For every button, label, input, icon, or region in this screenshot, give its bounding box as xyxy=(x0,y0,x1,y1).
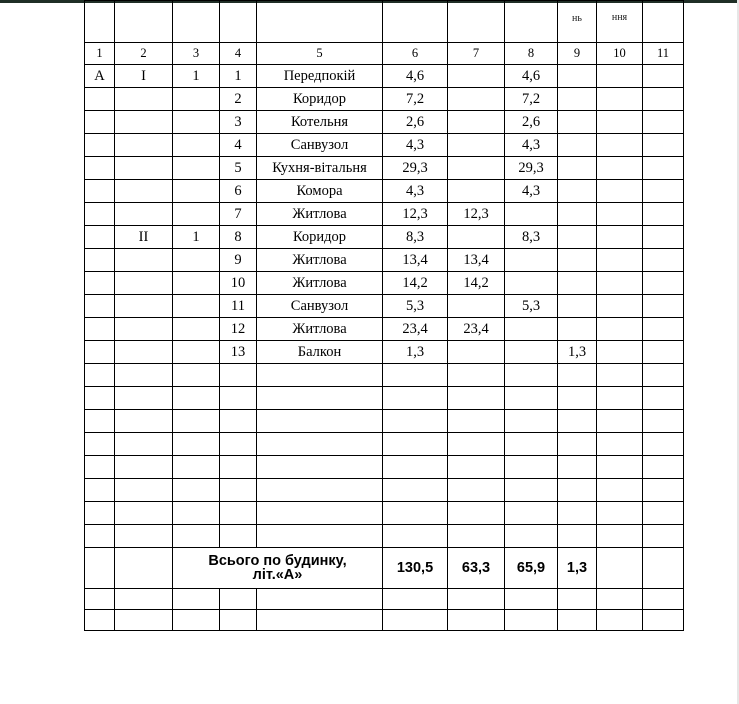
room-number-cell: 1 xyxy=(220,65,257,88)
totals-auxiliary-area: 65,9 xyxy=(505,548,558,589)
apartment-cell xyxy=(173,341,220,364)
auxiliary-area-cell: 8,3 xyxy=(505,226,558,249)
balcony-area-cell xyxy=(558,65,597,88)
empty-row xyxy=(85,589,684,610)
empty-cell xyxy=(597,295,643,318)
empty-cell xyxy=(597,249,643,272)
balcony-area-cell xyxy=(558,134,597,157)
floor-cell xyxy=(115,341,173,364)
living-area-cell xyxy=(448,295,505,318)
empty-cell xyxy=(597,65,643,88)
empty-row xyxy=(85,433,684,456)
balcony-area-cell xyxy=(558,111,597,134)
room-row xyxy=(85,111,684,134)
liter-cell xyxy=(85,111,115,134)
living-area-cell xyxy=(448,88,505,111)
floor-cell xyxy=(115,134,173,157)
empty-cell xyxy=(643,65,684,88)
room-name-cell: Санвузол xyxy=(257,134,383,157)
room-name-cell: Балкон xyxy=(257,341,383,364)
room-explication-table xyxy=(84,0,684,631)
total-area-cell: 5,3 xyxy=(383,295,448,318)
floor-cell: І xyxy=(115,65,173,88)
floor-cell xyxy=(115,318,173,341)
liter-cell xyxy=(85,249,115,272)
room-number-cell: 8 xyxy=(220,226,257,249)
total-area-cell: 1,3 xyxy=(383,341,448,364)
room-number-cell: 11 xyxy=(220,295,257,318)
liter-cell xyxy=(85,226,115,249)
auxiliary-area-cell: 5,3 xyxy=(505,295,558,318)
room-number-cell: 9 xyxy=(220,249,257,272)
total-area-cell: 29,3 xyxy=(383,157,448,180)
room-number-cell: 7 xyxy=(220,203,257,226)
floor-cell xyxy=(115,203,173,226)
room-number-cell: 13 xyxy=(220,341,257,364)
empty-row xyxy=(85,364,684,387)
empty-cell xyxy=(597,341,643,364)
floor-cell xyxy=(115,295,173,318)
total-area-cell: 4,3 xyxy=(383,180,448,203)
room-name-cell: Коридор xyxy=(257,88,383,111)
living-area-cell: 13,4 xyxy=(448,249,505,272)
room-row xyxy=(85,295,684,318)
total-area-cell: 23,4 xyxy=(383,318,448,341)
room-row xyxy=(85,180,684,203)
empty-cell xyxy=(643,134,684,157)
liter-cell xyxy=(85,318,115,341)
auxiliary-area-cell: 4,6 xyxy=(505,65,558,88)
liter-cell xyxy=(85,341,115,364)
room-name-cell: Котельня xyxy=(257,111,383,134)
auxiliary-area-cell xyxy=(505,341,558,364)
empty-cell xyxy=(643,203,684,226)
balcony-area-cell xyxy=(558,157,597,180)
empty-cell xyxy=(643,111,684,134)
empty-cell xyxy=(597,111,643,134)
room-row xyxy=(85,226,684,249)
empty-cell xyxy=(597,134,643,157)
floor-cell: ІІ xyxy=(115,226,173,249)
empty-row xyxy=(85,456,684,479)
column-number: 8 xyxy=(505,43,558,65)
header-col-9: нь xyxy=(558,1,597,43)
room-row xyxy=(85,88,684,111)
apartment-cell: 1 xyxy=(173,226,220,249)
empty-row xyxy=(85,410,684,433)
empty-row xyxy=(85,610,684,631)
auxiliary-area-cell: 4,3 xyxy=(505,180,558,203)
apartment-cell xyxy=(173,157,220,180)
empty-cell xyxy=(643,318,684,341)
room-name-cell: Санвузол xyxy=(257,295,383,318)
room-row xyxy=(85,318,684,341)
room-name-cell: Передпокій xyxy=(257,65,383,88)
empty-cell xyxy=(643,226,684,249)
apartment-cell xyxy=(173,295,220,318)
apartment-cell xyxy=(173,134,220,157)
empty-row xyxy=(85,479,684,502)
balcony-area-cell xyxy=(558,249,597,272)
liter-cell xyxy=(85,203,115,226)
auxiliary-area-cell xyxy=(505,249,558,272)
empty-cell xyxy=(643,88,684,111)
room-row xyxy=(85,65,684,88)
living-area-cell xyxy=(448,157,505,180)
balcony-area-cell: 1,3 xyxy=(558,341,597,364)
room-number-cell: 10 xyxy=(220,272,257,295)
room-number-cell: 2 xyxy=(220,88,257,111)
empty-row xyxy=(85,502,684,525)
empty-cell xyxy=(597,203,643,226)
column-number: 5 xyxy=(257,43,383,65)
column-number: 2 xyxy=(115,43,173,65)
total-area-cell: 2,6 xyxy=(383,111,448,134)
column-number: 1 xyxy=(85,43,115,65)
total-area-cell: 8,3 xyxy=(383,226,448,249)
column-number: 9 xyxy=(558,43,597,65)
living-area-cell xyxy=(448,341,505,364)
total-area-cell: 4,6 xyxy=(383,65,448,88)
liter-cell xyxy=(85,272,115,295)
liter-cell: А xyxy=(85,65,115,88)
living-area-cell: 12,3 xyxy=(448,203,505,226)
apartment-cell: 1 xyxy=(173,65,220,88)
floor-cell xyxy=(115,157,173,180)
auxiliary-area-cell: 7,2 xyxy=(505,88,558,111)
column-number: 7 xyxy=(448,43,505,65)
empty-cell xyxy=(643,180,684,203)
room-name-cell: Комора xyxy=(257,180,383,203)
column-header-row xyxy=(85,1,684,43)
total-area-cell: 7,2 xyxy=(383,88,448,111)
room-number-cell: 12 xyxy=(220,318,257,341)
auxiliary-area-cell xyxy=(505,318,558,341)
apartment-cell xyxy=(173,203,220,226)
room-number-cell: 4 xyxy=(220,134,257,157)
auxiliary-area-cell xyxy=(505,272,558,295)
room-row xyxy=(85,134,684,157)
living-area-cell xyxy=(448,180,505,203)
apartment-cell xyxy=(173,249,220,272)
total-area-cell: 13,4 xyxy=(383,249,448,272)
totals-total-area: 130,5 xyxy=(383,548,448,589)
room-number-cell: 3 xyxy=(220,111,257,134)
empty-cell xyxy=(597,88,643,111)
apartment-cell xyxy=(173,318,220,341)
empty-row xyxy=(85,387,684,410)
liter-cell xyxy=(85,134,115,157)
balcony-area-cell xyxy=(558,180,597,203)
room-row xyxy=(85,341,684,364)
living-area-cell: 23,4 xyxy=(448,318,505,341)
floor-cell xyxy=(115,272,173,295)
living-area-cell: 14,2 xyxy=(448,272,505,295)
living-area-cell xyxy=(448,111,505,134)
column-number: 3 xyxy=(173,43,220,65)
room-name-cell: Коридор xyxy=(257,226,383,249)
empty-cell xyxy=(597,226,643,249)
room-name-cell: Житлова xyxy=(257,249,383,272)
floor-cell xyxy=(115,180,173,203)
totals-row xyxy=(85,548,684,589)
room-row xyxy=(85,249,684,272)
balcony-area-cell xyxy=(558,226,597,249)
auxiliary-area-cell xyxy=(505,203,558,226)
empty-cell xyxy=(643,272,684,295)
total-area-cell: 14,2 xyxy=(383,272,448,295)
apartment-cell xyxy=(173,88,220,111)
totals-living-area: 63,3 xyxy=(448,548,505,589)
balcony-area-cell xyxy=(558,272,597,295)
living-area-cell xyxy=(448,226,505,249)
column-number: 11 xyxy=(643,43,684,65)
apartment-cell xyxy=(173,272,220,295)
balcony-area-cell xyxy=(558,203,597,226)
column-number-row xyxy=(85,43,684,65)
room-name-cell: Житлова xyxy=(257,203,383,226)
room-row xyxy=(85,203,684,226)
totals-label-line-1: Всього по будинку, xyxy=(208,552,347,569)
auxiliary-area-cell: 4,3 xyxy=(505,134,558,157)
room-row xyxy=(85,157,684,180)
totals-label-line-2: літ.«А» xyxy=(252,567,303,583)
empty-cell xyxy=(597,318,643,341)
room-name-cell: Кухня-вітальня xyxy=(257,157,383,180)
empty-cell xyxy=(643,249,684,272)
auxiliary-area-cell: 2,6 xyxy=(505,111,558,134)
auxiliary-area-cell: 29,3 xyxy=(505,157,558,180)
apartment-cell xyxy=(173,111,220,134)
liter-cell xyxy=(85,88,115,111)
empty-cell xyxy=(643,341,684,364)
floor-cell xyxy=(115,88,173,111)
empty-row xyxy=(85,525,684,548)
total-area-cell: 4,3 xyxy=(383,134,448,157)
empty-cell xyxy=(597,180,643,203)
liter-cell xyxy=(85,295,115,318)
liter-cell xyxy=(85,157,115,180)
room-number-cell: 5 xyxy=(220,157,257,180)
balcony-area-cell xyxy=(558,295,597,318)
empty-cell xyxy=(597,272,643,295)
liter-cell xyxy=(85,180,115,203)
apartment-cell xyxy=(173,180,220,203)
floor-cell xyxy=(115,111,173,134)
empty-cell xyxy=(597,157,643,180)
floor-cell xyxy=(115,249,173,272)
column-number: 10 xyxy=(597,43,643,65)
room-name-cell: Житлова xyxy=(257,318,383,341)
header-col-10: ння xyxy=(597,1,643,43)
balcony-area-cell xyxy=(558,88,597,111)
room-name-cell: Житлова xyxy=(257,272,383,295)
column-number: 4 xyxy=(220,43,257,65)
empty-cell xyxy=(643,157,684,180)
room-row xyxy=(85,272,684,295)
room-number-cell: 6 xyxy=(220,180,257,203)
total-area-cell: 12,3 xyxy=(383,203,448,226)
totals-label xyxy=(173,548,383,589)
living-area-cell xyxy=(448,134,505,157)
column-number: 6 xyxy=(383,43,448,65)
living-area-cell xyxy=(448,65,505,88)
balcony-area-cell xyxy=(558,318,597,341)
empty-cell xyxy=(643,295,684,318)
totals-balcony-area: 1,3 xyxy=(558,548,597,589)
